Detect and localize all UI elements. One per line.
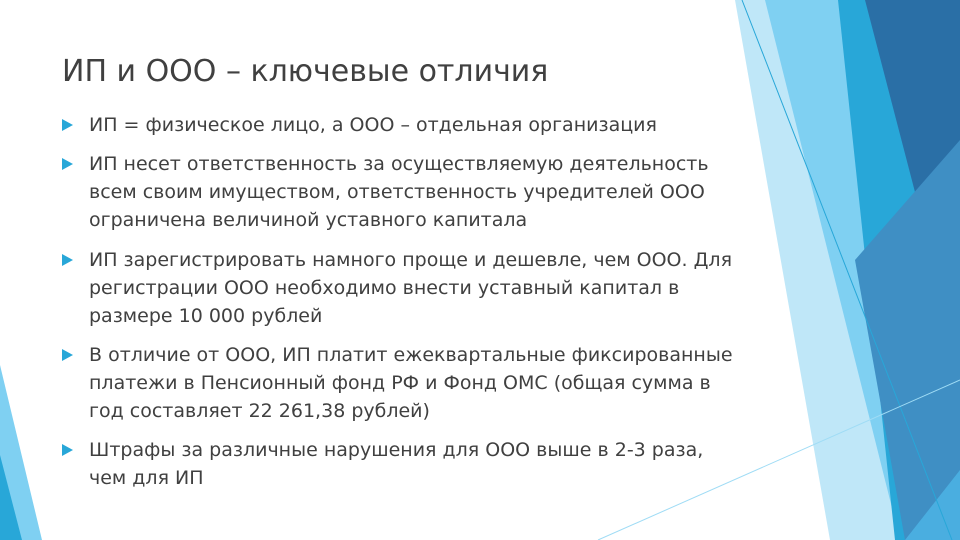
- bullet-item: [62, 341, 742, 425]
- bullet-text: Штрафы за различные нарушения для ООО выше в 2-3 раза, чем для ИП: [89, 439, 704, 489]
- bullet-text: ИП = физическое лицо, а ООО – отдельная организация: [89, 114, 657, 136]
- triangle-arrow-icon: [62, 349, 73, 361]
- triangle-arrow-icon: [62, 444, 73, 456]
- triangle-arrow-icon: [62, 254, 73, 266]
- bullet-list: [62, 111, 742, 492]
- bullet-item: [62, 436, 742, 492]
- bullet-text: ИП зарегистрировать намного проще и дешевле, чем ООО. Для регистрации ООО необходимо внести уставный капитал в размере 10 000 рублей: [89, 249, 732, 327]
- bullet-text: ИП несет ответственность за осуществляемую деятельность всем своим имуществом, ответственность учредителей ООО ограничена величиной уставного капитала: [89, 153, 709, 231]
- triangle-arrow-icon: [62, 158, 73, 170]
- bullet-text: В отличие от ООО, ИП платит ежеквартальные фиксированные платежи в Пенсионный фонд РФ и Фонд ОМС (общая сумма в год составляет 22 261,38 рублей): [89, 344, 733, 422]
- bullet-item: [62, 150, 742, 234]
- bullet-item: [62, 246, 742, 330]
- bullet-item: [62, 111, 742, 139]
- triangle-arrow-icon: [62, 119, 73, 131]
- slide-title: ИП и ООО – ключевые отличия: [62, 54, 549, 89]
